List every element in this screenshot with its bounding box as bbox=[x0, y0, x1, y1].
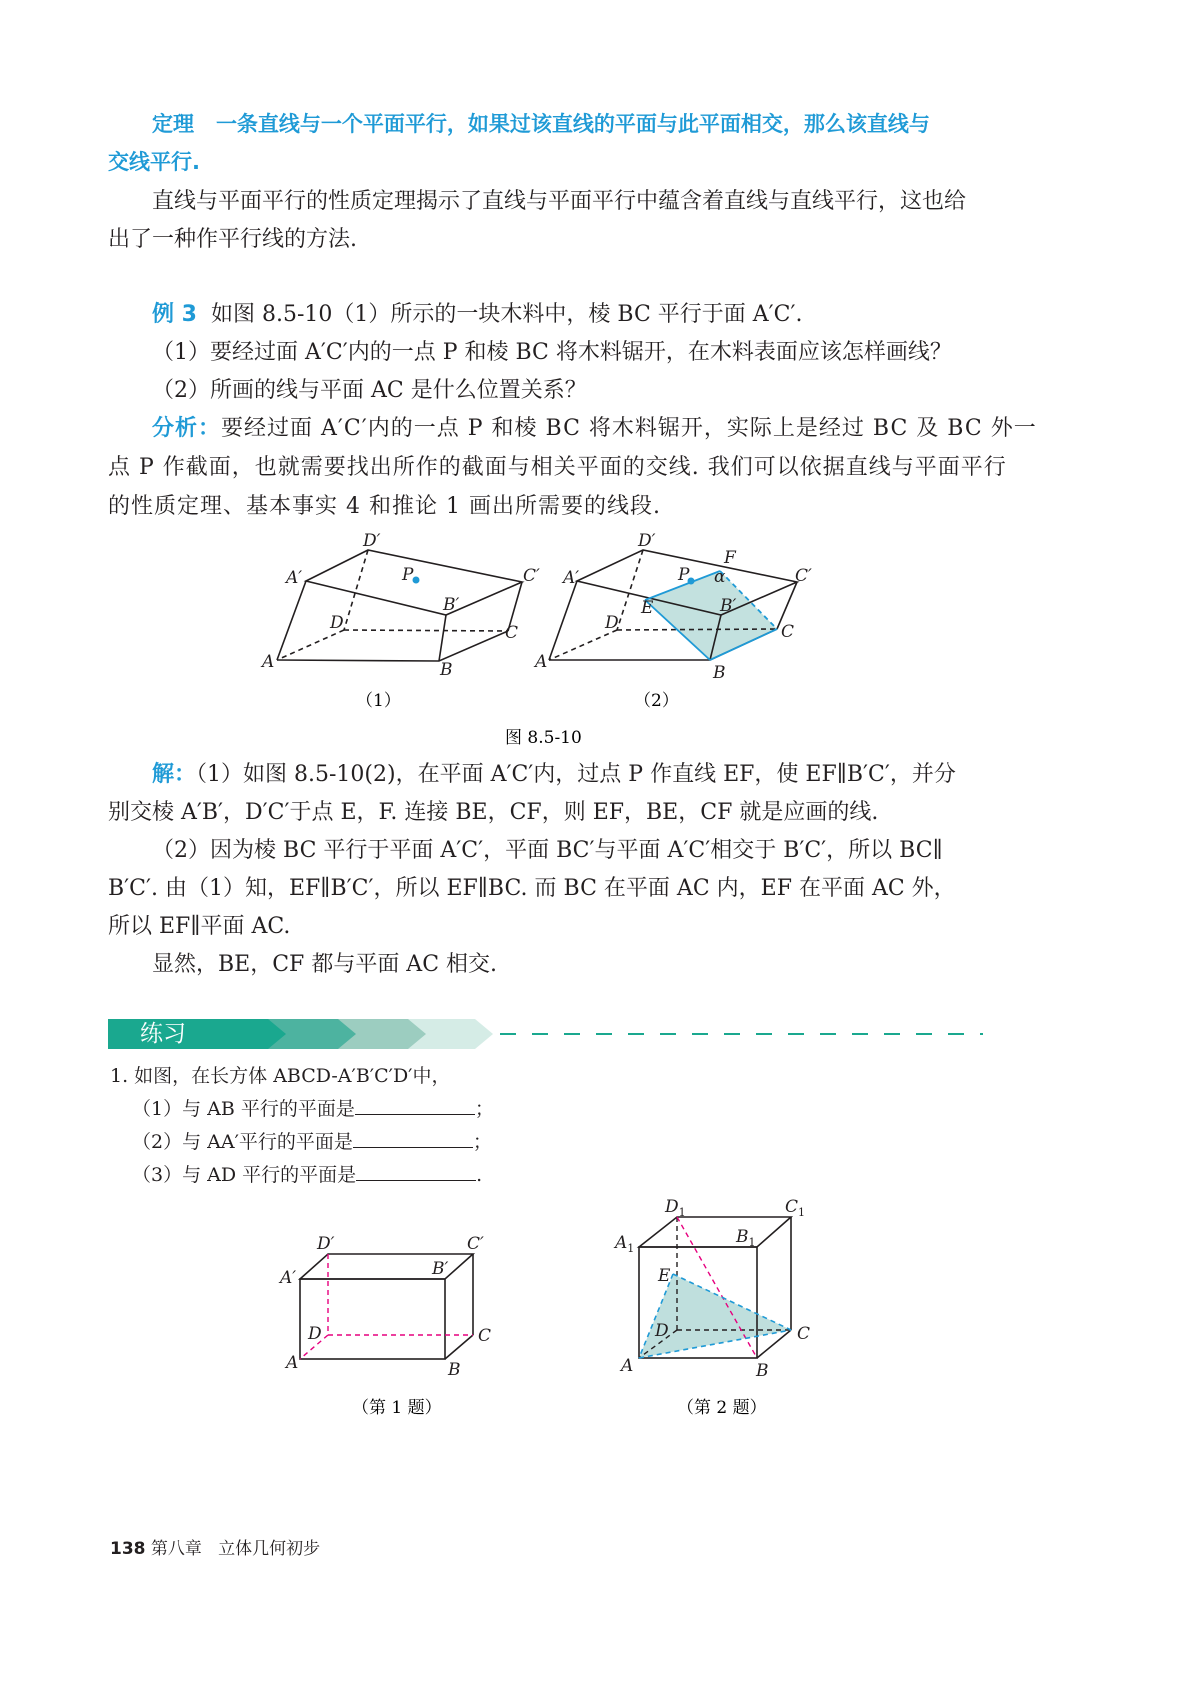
box1-label-c: C bbox=[478, 1326, 492, 1346]
figure-caption: 图 8.5-10 bbox=[505, 728, 582, 745]
fig1-label-cp: C′ bbox=[523, 566, 540, 586]
intro-line1: 直线与平面平行的性质定理揭示了直线与平面平行中蕴含着直线与直线平行，这也给 bbox=[152, 189, 967, 214]
practice-q1b-text: （2）与 AA′平行的平面是 bbox=[132, 1131, 353, 1153]
fig2-label-alpha: α bbox=[714, 567, 726, 587]
example-q2: （2）所画的线与平面 AC 是什么位置关系？ bbox=[152, 378, 587, 403]
fig2-label-bp: B′ bbox=[720, 596, 737, 616]
analysis-text-line1: 要经过面 A′C′内的一点 P 和棱 BC 将木料锯开，实际上是经过 BC 及 BC 外一 bbox=[221, 416, 1037, 441]
figure-8-5-10 bbox=[250, 525, 850, 745]
box2-label-c: C bbox=[797, 1324, 811, 1344]
theorem bbox=[152, 104, 1052, 144]
analysis-line3: 的性质定理、基本事实 4 和推论 1 画出所需要的线段. bbox=[108, 494, 661, 519]
practice-title: 练习 bbox=[140, 1021, 186, 1047]
box2-label-a: A bbox=[621, 1356, 634, 1376]
box2-label-d: D bbox=[655, 1321, 669, 1341]
practice-q1c-end: . bbox=[476, 1164, 483, 1186]
page-number: 138 bbox=[110, 1539, 146, 1559]
fig1-label-ap: A′ bbox=[286, 568, 303, 588]
practice-q1b bbox=[132, 1126, 492, 1159]
practice-q1a-text: （1）与 AB 平行的平面是 bbox=[132, 1098, 355, 1120]
fig2-label-a: A bbox=[535, 652, 548, 672]
practice-header bbox=[108, 1014, 988, 1054]
box2-label-b: B bbox=[756, 1361, 769, 1381]
fig1-label-b: B bbox=[440, 660, 453, 680]
fig1-sublabel: （1） bbox=[356, 691, 401, 711]
answer-blank-3[interactable] bbox=[356, 1162, 476, 1181]
fig1-label-bp: B′ bbox=[443, 595, 460, 615]
practice-fig1-caption: （第 1 题） bbox=[352, 1398, 442, 1418]
solution-line3: （2）因为棱 BC 平行于平面 A′C′，平面 BC′与平面 A′C′相交于 B′C′，所以 BC∥ bbox=[152, 838, 943, 863]
box1-label-a: A bbox=[286, 1353, 299, 1373]
box2-label-d1: $D_1$ bbox=[665, 1197, 686, 1219]
example-label: 例 3 bbox=[152, 302, 197, 327]
intro-line2: 出了一种作平行线的方法. bbox=[108, 227, 357, 252]
figure-1-prism bbox=[277, 550, 522, 661]
answer-blank-2[interactable] bbox=[353, 1129, 473, 1148]
fig1-label-p: P bbox=[402, 565, 414, 585]
fig2-label-e: E bbox=[641, 598, 654, 618]
box1-label-bp: B′ bbox=[432, 1259, 449, 1279]
point-p-marker bbox=[413, 577, 420, 584]
chapter-title: 立体几何初步 bbox=[218, 1539, 321, 1559]
practice-figure-1 bbox=[270, 1225, 510, 1425]
box1-label-dp: D′ bbox=[317, 1234, 335, 1254]
theorem-label: 定理 bbox=[152, 112, 194, 136]
practice-fig2-caption: （第 2 题） bbox=[677, 1398, 767, 1418]
theorem-text-line1: 一条直线与一个平面平行，如果过该直线的平面与此平面相交，那么该直线与 bbox=[215, 112, 930, 136]
practice-q1a bbox=[132, 1093, 494, 1126]
box1-label-b: B bbox=[448, 1360, 461, 1380]
box2-label-c1: $C_1$ bbox=[785, 1197, 806, 1219]
fig1-label-c: C bbox=[505, 623, 519, 643]
solution-text-line1: （1）如图 8.5-10(2)，在平面 A′C′内，过点 P 作直线 EF，使 EF∥B′C′，并分 bbox=[196, 762, 956, 787]
practice-figure-2 bbox=[605, 1190, 845, 1425]
analysis-line1 bbox=[152, 409, 1037, 449]
analysis-line2: 点 P 作截面，也就需要找出所作的截面与相关平面的交线. 我们可以依据直线与平面平行 bbox=[108, 455, 1007, 480]
example-q1: （1）要经过面 A′C′内的一点 P 和棱 BC 将木料锯开，在木料表面应该怎样画线？ bbox=[152, 340, 952, 365]
fig2-label-dp: D′ bbox=[638, 531, 656, 551]
solution-label: 解： bbox=[152, 762, 197, 787]
box2-label-b1: $B_1$ bbox=[736, 1227, 756, 1249]
solution-line1 bbox=[152, 755, 956, 795]
box1-label-cp: C′ bbox=[467, 1234, 484, 1254]
solution-line2: 别交棱 A′B′，D′C′于点 E，F. 连接 BE，CF，则 EF，BE，CF 就是应画的线. bbox=[108, 800, 879, 825]
section-plane-alpha bbox=[645, 571, 777, 660]
fig2-label-cp: C′ bbox=[795, 566, 812, 586]
box2-label-e: E bbox=[658, 1266, 671, 1286]
fig2-label-b: B bbox=[713, 663, 726, 683]
solution-line4: B′C′. 由（1）知，EF∥B′C′，所以 EF∥BC. 而 BC 在平面 AC 内，EF 在平面 AC 外， bbox=[108, 876, 956, 901]
box2-label-a1: $A_1$ bbox=[615, 1233, 635, 1255]
fig2-sublabel: （2） bbox=[634, 691, 679, 711]
page-footer bbox=[110, 1534, 320, 1559]
practice-q1c-text: （3）与 AD 平行的平面是 bbox=[132, 1164, 357, 1186]
practice-q1c bbox=[132, 1159, 482, 1192]
solution-line5: 所以 EF∥平面 AC. bbox=[108, 914, 291, 939]
practice-q1a-end: ； bbox=[474, 1098, 494, 1120]
fig1-label-a: A bbox=[262, 652, 275, 672]
analysis-label: 分析： bbox=[152, 416, 222, 441]
solution-line6: 显然，BE，CF 都与平面 AC 相交. bbox=[152, 952, 498, 977]
section-triangle bbox=[639, 1274, 791, 1358]
practice-q1: 1. 如图，在长方体 ABCD-A′B′C′D′中， bbox=[110, 1065, 451, 1087]
chapter-label: 第八章 bbox=[150, 1539, 202, 1559]
fig2-label-p: P bbox=[678, 565, 690, 585]
answer-blank-1[interactable] bbox=[355, 1096, 475, 1115]
fig2-label-f: F bbox=[724, 548, 736, 568]
box1-label-ap: A′ bbox=[280, 1268, 297, 1288]
example-stem-text: 如图 8.5-10（1）所示的一块木料中，棱 BC 平行于面 A′C′. bbox=[210, 302, 803, 327]
example-stem bbox=[152, 295, 802, 335]
theorem-line2: 交线平行. bbox=[108, 150, 200, 174]
practice-q1b-end: ； bbox=[472, 1131, 492, 1153]
box1-label-d: D bbox=[308, 1324, 322, 1344]
fig2-label-d: D bbox=[605, 613, 619, 633]
practice-band-1 bbox=[108, 1019, 286, 1049]
fig2-label-ap: A′ bbox=[563, 568, 580, 588]
fig1-label-d: D bbox=[330, 613, 344, 633]
fig2-label-c: C bbox=[781, 622, 795, 642]
fig1-label-dp: D′ bbox=[363, 531, 381, 551]
